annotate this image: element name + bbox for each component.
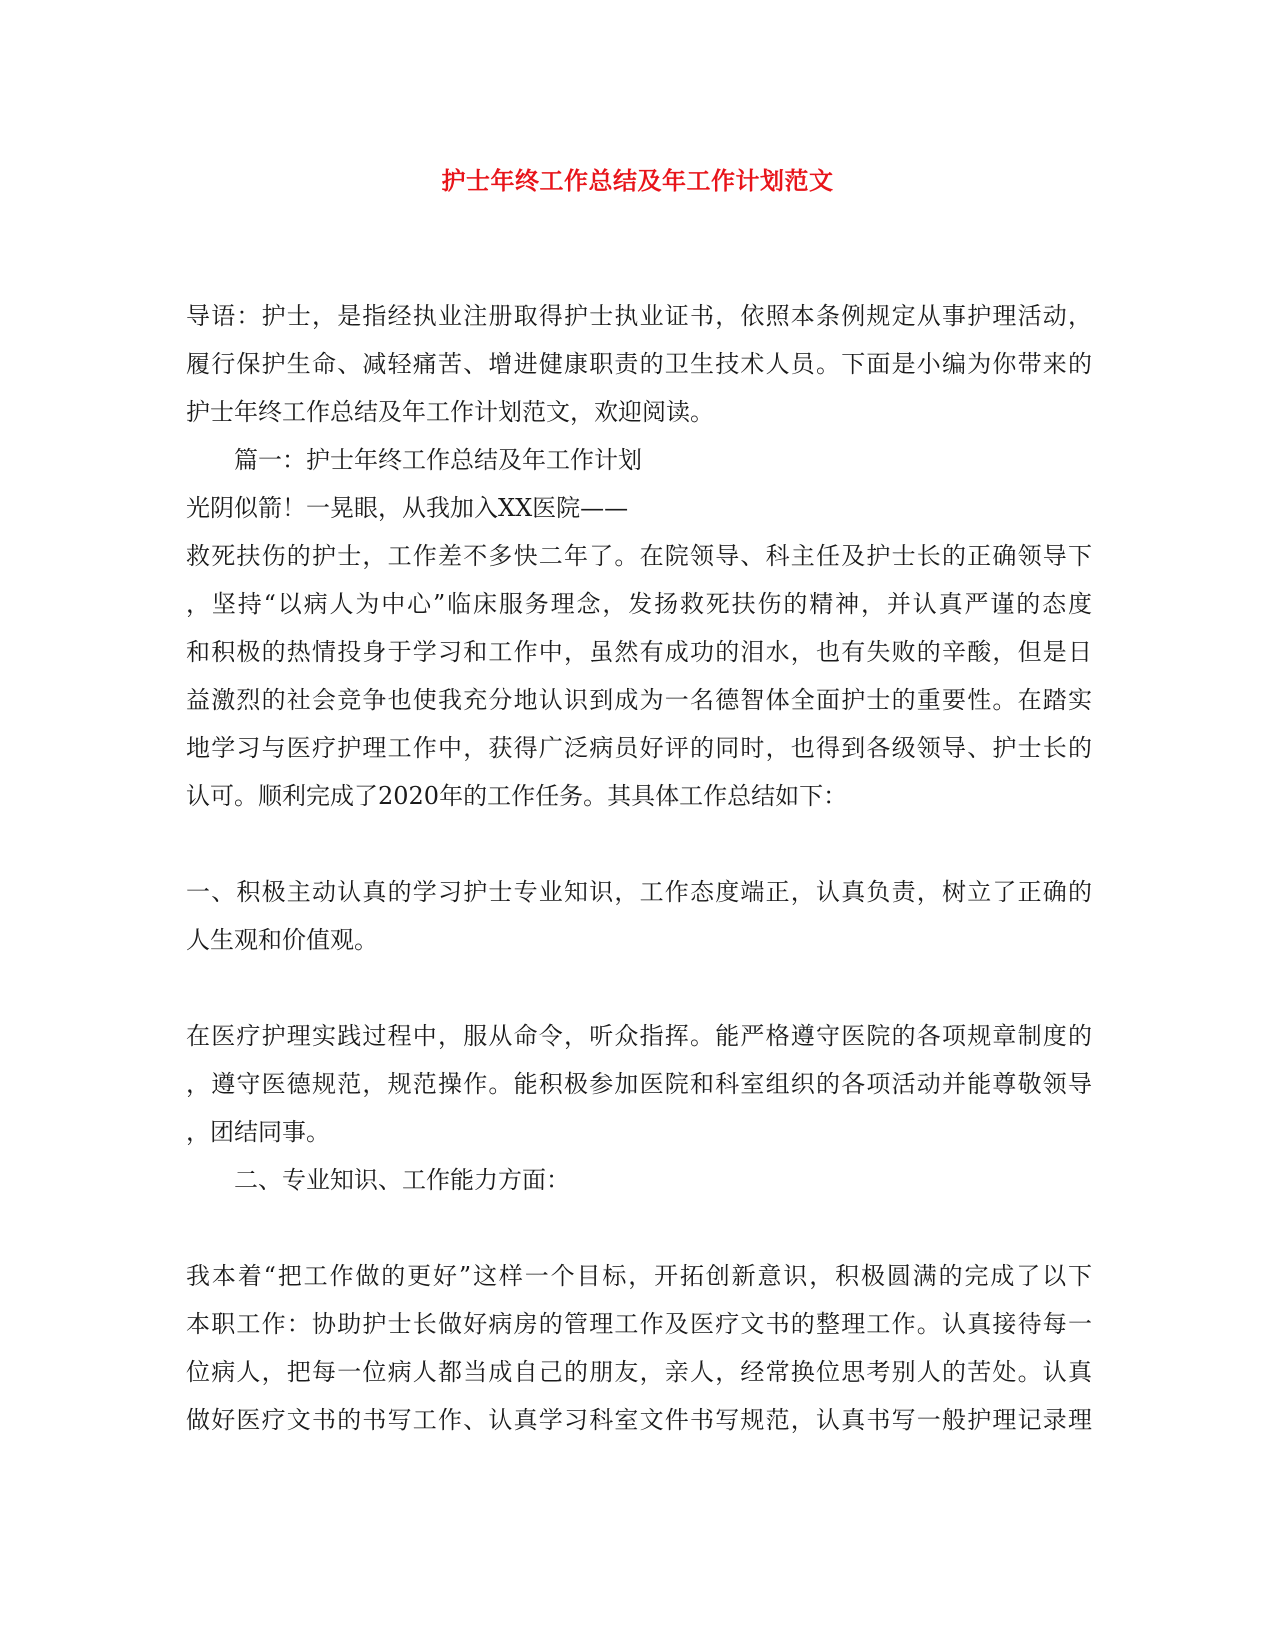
paragraph-line: 一、积极主动认真的学习护士专业知识，工作态度端正，认真负责，树立了正确的: [186, 878, 1092, 906]
paragraph-line: 和积极的热情投身于学习和工作中，虽然有成功的泪水，也有失败的辛酸，但是日: [186, 638, 1092, 666]
paragraph-line: 护士年终工作总结及年工作计划范文，欢迎阅读。: [186, 398, 714, 426]
paragraph-line: 人生观和价值观。: [186, 926, 378, 954]
paragraph-line: 益激烈的社会竞争也使我充分地认识到成为一名德智体全面护士的重要性。在踏实: [186, 686, 1092, 714]
paragraph-line: 做好医疗文书的书写工作、认真学习科室文件书写规范，认真书写一般护理记录理: [186, 1406, 1092, 1434]
paragraph-gap: [186, 1204, 1092, 1252]
paragraph-gap: [186, 820, 1092, 868]
paragraph-line: 光阴似箭！一晃眼，从我加入XX医院——: [186, 494, 629, 522]
paragraph-line: ，团结同事。: [186, 1118, 330, 1146]
section-heading: 篇一：护士年终工作总结及年工作计划: [234, 446, 642, 474]
paragraph-gap: [186, 964, 1092, 1012]
paragraph-line: 认可。顺利完成了2020年的工作任务。其具体工作总结如下：: [186, 782, 848, 810]
paragraph-line: 位病人，把每一位病人都当成自己的朋友，亲人，经常换位思考别人的苦处。认真: [186, 1358, 1092, 1386]
paragraph-line: ，坚持“以病人为中心”临床服务理念，发扬救死扶伤的精神，并认真严谨的态度: [186, 590, 1092, 618]
paragraph-line: 本职工作：协助护士长做好病房的管理工作及医疗文书的整理工作。认真接待每一: [186, 1310, 1092, 1338]
document-title: 护士年终工作总结及年工作计划范文: [441, 166, 834, 195]
paragraph-line: ，遵守医德规范，规范操作。能积极参加医院和科室组织的各项活动并能尊敬领导: [186, 1070, 1092, 1098]
paragraph-line: 导语：护士，是指经执业注册取得护士执业证书，依照本条例规定从事护理活动，: [186, 302, 1092, 330]
paragraph-line: 救死扶伤的护士，工作差不多快二年了。在院领导、科主任及护士长的正确领导下: [186, 542, 1092, 570]
paragraph-line: 我本着“把工作做的更好”这样一个目标，开拓创新意识，积极圆满的完成了以下: [186, 1262, 1092, 1290]
paragraph-line: 在医疗护理实践过程中，服从命令，听众指挥。能严格遵守医院的各项规章制度的: [186, 1022, 1092, 1050]
section-heading: 二、专业知识、工作能力方面：: [234, 1166, 570, 1194]
paragraph-line: 履行保护生命、减轻痛苦、增进健康职责的卫生技术人员。下面是小编为你带来的: [186, 350, 1092, 378]
paragraph-line: 地学习与医疗护理工作中，获得广泛病员好评的同时，也得到各级领导、护士长的: [186, 734, 1092, 762]
document-body: [186, 292, 1092, 1444]
